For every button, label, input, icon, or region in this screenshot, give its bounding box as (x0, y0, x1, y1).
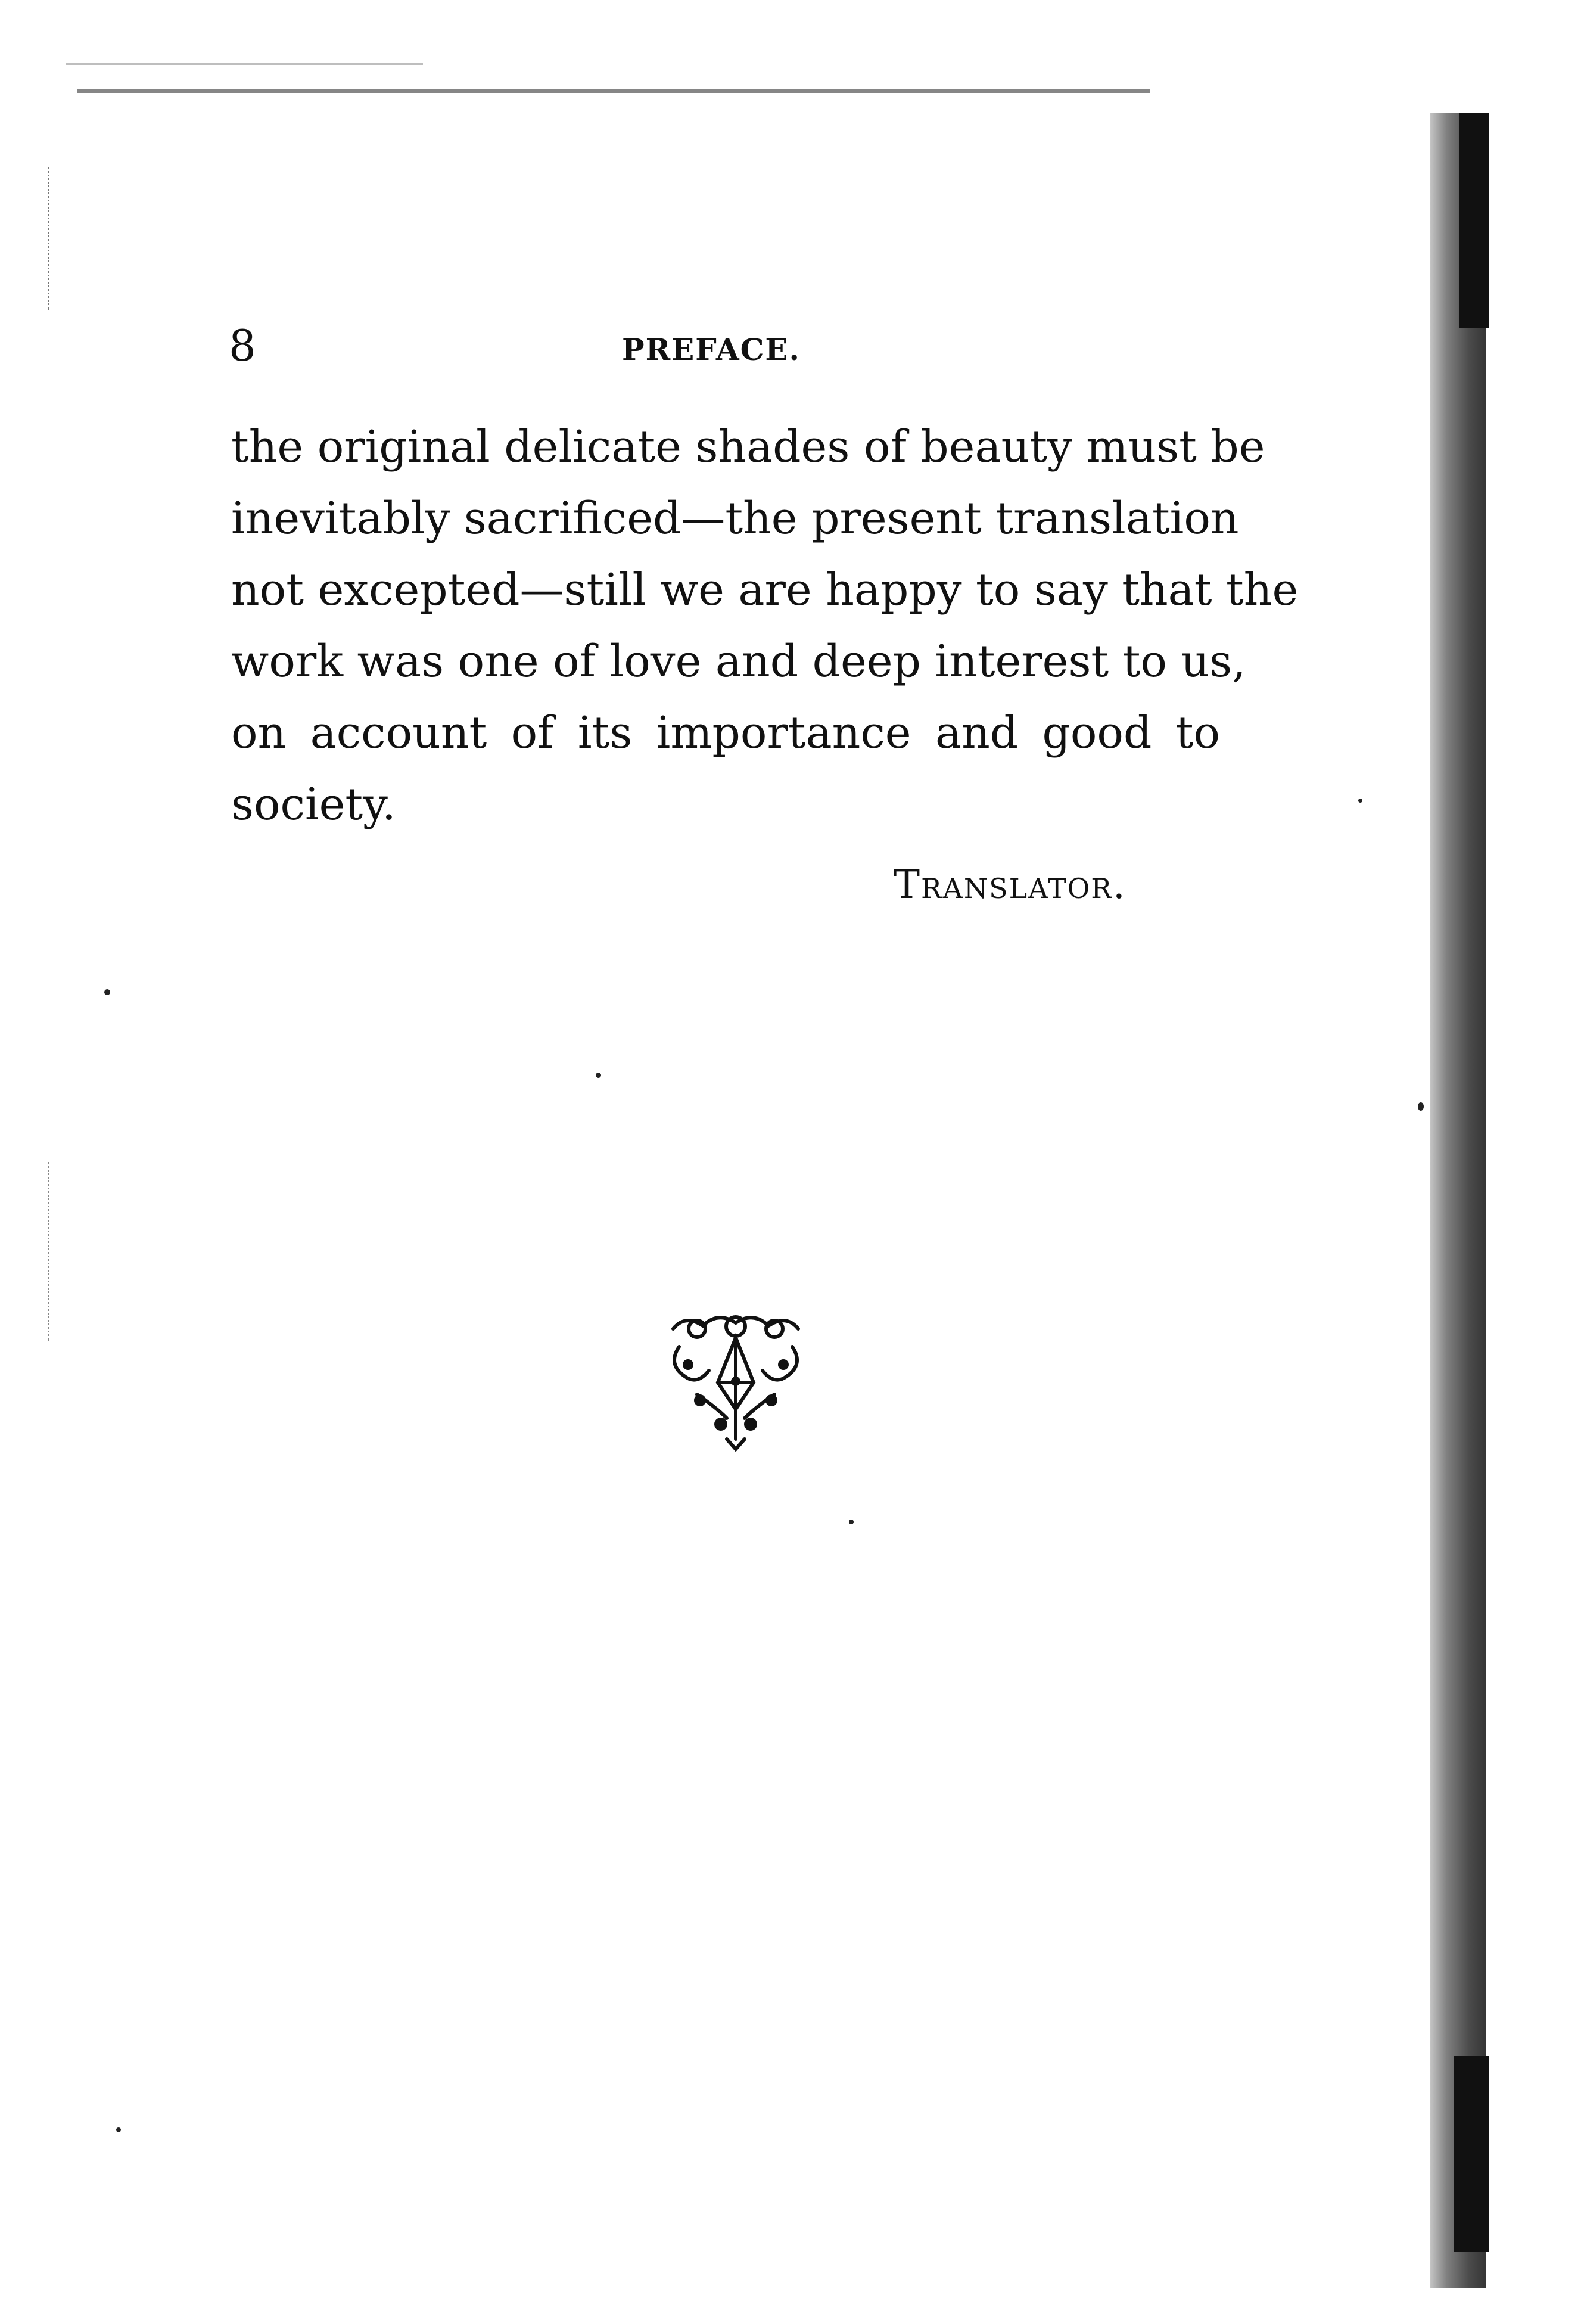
text-line: the original delicate shades of beauty must be (231, 421, 1265, 473)
text-line: work was one of love and deep interest to us, (231, 636, 1246, 687)
scan-artifact-top-line (66, 63, 423, 65)
book-spine-shadow (1430, 113, 1486, 2288)
scan-speck (849, 1520, 854, 1524)
text-line: not excepted—still we are happy to say that the (231, 564, 1299, 616)
scan-speck (1418, 1102, 1424, 1111)
scan-speck (104, 989, 110, 995)
scan-speck (1358, 799, 1362, 803)
signature-translator: Translator. (894, 862, 1126, 908)
book-spine-shadow-top (1459, 113, 1489, 328)
scan-speck (116, 2127, 121, 2132)
book-spine-shadow-bottom (1454, 2056, 1489, 2252)
scan-artifact-left-edge (48, 167, 52, 310)
text-line: society. (231, 779, 396, 830)
running-head: PREFACE. (622, 332, 801, 367)
scan-artifact-top-rule (77, 89, 1150, 93)
scan-artifact-left-edge-lower (48, 1162, 52, 1341)
body-paragraph (231, 411, 1299, 840)
page-header (229, 313, 1218, 378)
scan-speck (596, 1073, 601, 1078)
text-line: on account of its importance and good to (231, 707, 1220, 759)
floral-ornament-icon (661, 1311, 810, 1454)
page-number: 8 (229, 321, 256, 371)
text-line: inevitably sacrificed—the present translation (231, 493, 1239, 544)
